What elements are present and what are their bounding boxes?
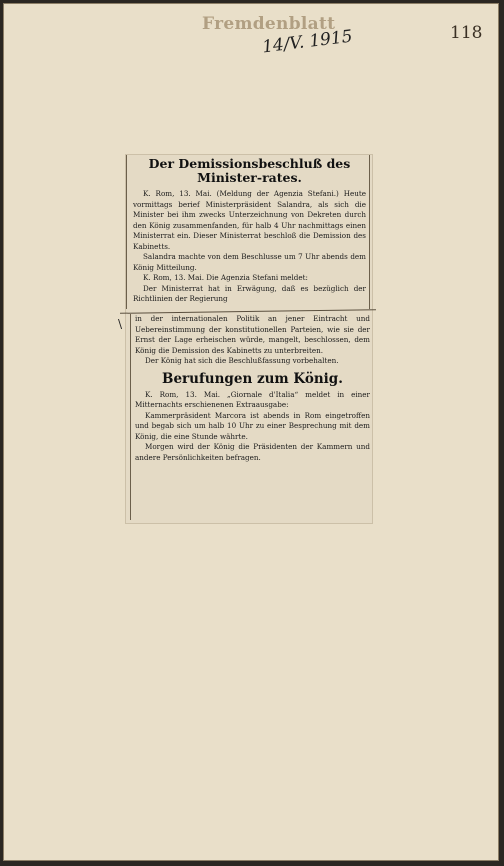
pencil-mark-icon: \	[118, 317, 123, 331]
handwritten-date: 14/V. 1915	[261, 26, 354, 58]
article-1-continuation: in der internationalen Politik an jener Eintracht und Uebereinstimmung der konstitutionellen Parteien, wie sie der Ernst der Lage erheischen würde, mangelt, beschlossen, dem König die Demission des Kabinetts zu unterbreiten.	[135, 314, 370, 355]
clipping-upper-part	[126, 155, 370, 309]
clipping-lower-part	[130, 314, 372, 520]
article-1-continuation: Der König hat sich die Beschlußfassung vorbehalten.	[145, 356, 339, 365]
article-2-paragraph: Morgen wird der König die Präsidenten der Kammern und andere Persönlichkeiten befragen.	[135, 442, 370, 462]
article-1-paragraph: Salandra machte von dem Beschlusse um 7 Uhr abends dem König Mitteilung.	[133, 252, 366, 272]
article-2-title: Berufungen zum König.	[162, 370, 343, 387]
article-2-paragraph: Kammerpräsident Marcora ist abends in Rom eingetroffen und begab sich um halb 10 Uhr zu einer Besprechung mit dem König, die eine Stunde währte.	[135, 410, 370, 441]
article-1-paragraph: K. Rom, 13. Mai. (Meldung der Agenzia Stefani.) Heute vormittags berief Ministerpräsident Salandra, als sich die Minister bei ihm zwecks Unterzeichnung von Dekreten durch den König zusammenfanden, für halb 4 Uhr nachmittags einen Ministerrat ein. Dieser Ministerrat beschloß die Demission des Kabinetts.	[133, 189, 366, 251]
article-1-paragraph: K. Rom, 13. Mai. Die Agenzia Stefani meldet:	[143, 273, 308, 282]
newspaper-clipping	[118, 155, 372, 523]
page-number: 118	[450, 23, 483, 43]
article-1-paragraph: Der Ministerrat hat in Erwägung, daß es bezüglich der Richtlinien der Regierung	[133, 283, 366, 303]
archive-page	[3, 3, 499, 861]
article-2-paragraph: K. Rom, 13. Mai. „Giornale d'Italia“ meldet in einer Mitternachts erschienenen Extraausgabe:	[135, 389, 370, 409]
newspaper-stamp: Fremdenblatt	[202, 14, 336, 34]
article-1-title: Der Demissionsbeschluß des Minister-rates.	[148, 156, 351, 185]
